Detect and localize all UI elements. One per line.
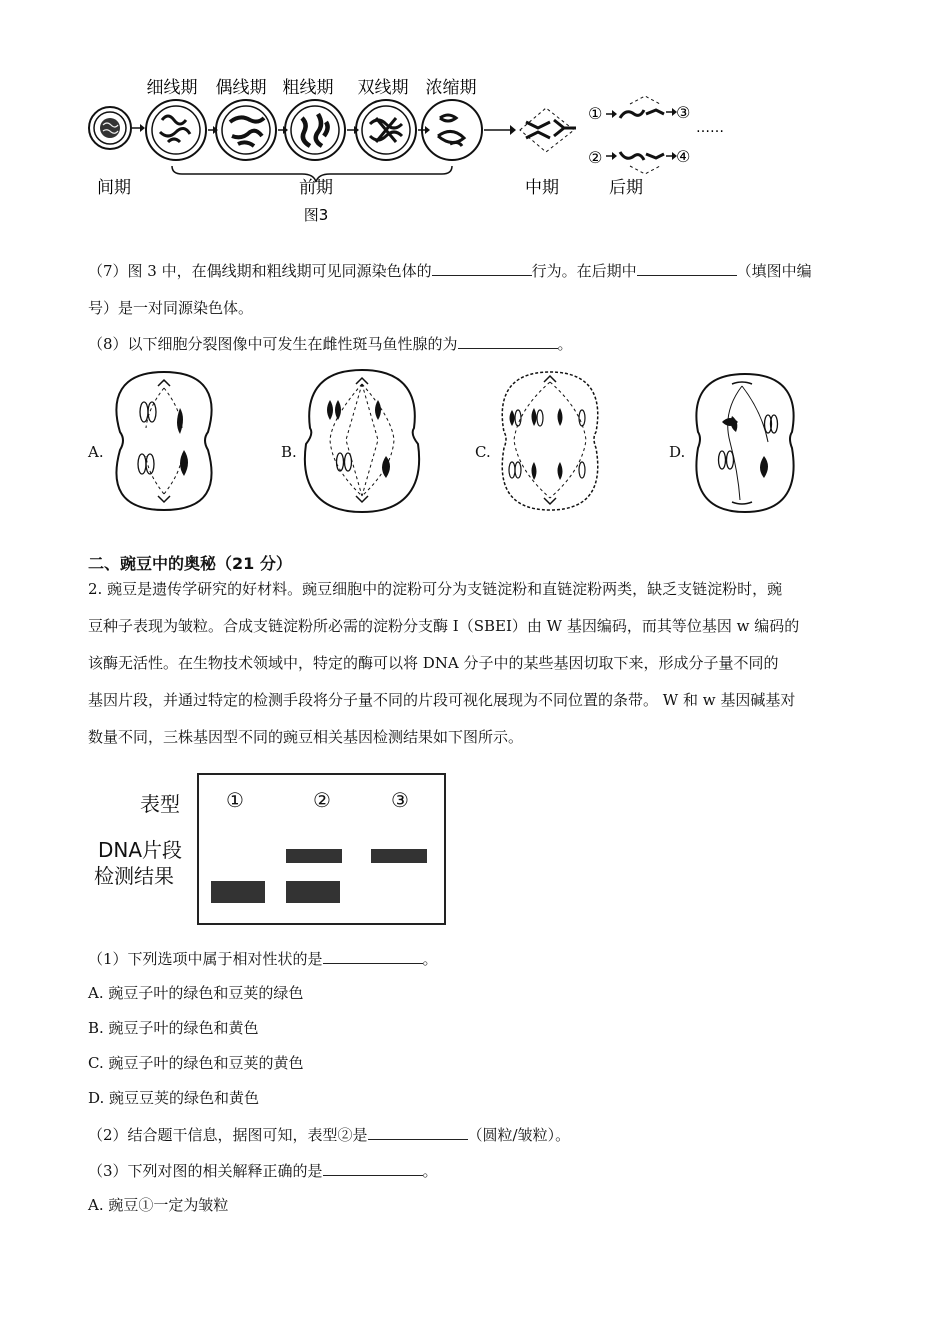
q7-blank-1[interactable] xyxy=(432,260,532,276)
question-3 xyxy=(88,1160,438,1181)
question-7-line2 xyxy=(88,298,253,318)
stage-label: 偶线期 xyxy=(215,78,267,98)
stage-label: 细线期 xyxy=(146,78,198,98)
q3-blank[interactable] xyxy=(323,1160,423,1176)
q7-text-4: 号）是一对同源染色体。 xyxy=(88,299,254,317)
gel-row-label-phenotype: 表型 xyxy=(140,792,180,816)
gel-band-lane1-lower xyxy=(211,881,265,903)
q2-blank[interactable] xyxy=(368,1124,468,1140)
q3-text: （3）下列对图的相关解释正确的是 xyxy=(88,1162,323,1180)
q8-blank[interactable] xyxy=(458,333,558,349)
continuation-dots: …… xyxy=(696,120,724,136)
q8-option-a-label: A. xyxy=(88,443,104,461)
para-line: 该酶无活性。在生物技术领域中，特定的酶可以将 DNA 分子中的某些基因切取下来，形成分子量不同的 xyxy=(88,654,779,672)
figure-caption: 图3 xyxy=(303,206,329,224)
number-3: ③ xyxy=(676,103,691,122)
pachytene-cell xyxy=(285,100,345,160)
diplotene-cell xyxy=(356,100,416,160)
number-1: ① xyxy=(588,104,603,123)
section-2-paragraph xyxy=(88,571,868,756)
para-line: 豆种子表现为皱粒。合成支链淀粉所必需的淀粉分支酶 I（SBEI）由 W 基因编码，而其等位基因 w 编码的 xyxy=(88,617,800,635)
q8-option-b-label: B. xyxy=(281,443,297,461)
question-8 xyxy=(88,333,573,354)
q7-text-3: （填图中编 xyxy=(736,262,812,280)
number-4: ④ xyxy=(676,147,691,166)
meiosis-diagram xyxy=(80,70,760,230)
gel-band-lane2-lower xyxy=(286,881,340,903)
q1-option-a[interactable]: A. 豌豆子叶的绿色和豆荚的绿色 xyxy=(88,984,304,1002)
q2-text: （2）结合题干信息，据图可知，表型②是 xyxy=(88,1126,368,1144)
anaphase-label: 后期 xyxy=(609,178,643,198)
q8-end: 。 xyxy=(557,335,573,353)
cell-c-image xyxy=(498,370,602,512)
cell-a-image xyxy=(108,368,220,514)
figure-3 xyxy=(80,70,760,230)
zygotene-cell xyxy=(216,100,276,160)
leptotene-cell xyxy=(146,100,206,160)
gel-band-lane3-upper xyxy=(371,849,427,863)
q7-text-1: （7）图 3 中，在偶线期和粗线期可见同源染色体的 xyxy=(88,262,432,280)
q1-option-b[interactable]: B. 豌豆子叶的绿色和黄色 xyxy=(88,1019,259,1037)
question-2 xyxy=(88,1124,570,1145)
prophase-label: 前期 xyxy=(299,178,333,198)
interphase-label: 间期 xyxy=(97,178,131,198)
para-line: 2. 豌豆是遗传学研究的好材料。豌豆细胞中的淀粉可分为支链淀粉和直链淀粉两类，缺乏支链淀粉时，豌 xyxy=(88,580,783,598)
lane-3-label: ③ xyxy=(391,788,409,812)
q3-end: 。 xyxy=(422,1162,438,1180)
question-1 xyxy=(88,948,438,969)
q8-option-d-label: D. xyxy=(669,443,686,461)
lane-1-label: ① xyxy=(226,788,244,812)
gel-row-label-dna: DNA片段 xyxy=(98,838,183,862)
metaphase-figure xyxy=(520,108,576,152)
q3-option-a[interactable]: A. 豌豆①一定为皱粒 xyxy=(88,1196,229,1214)
q1-text: （1）下列选项中属于相对性状的是 xyxy=(88,950,323,968)
stage-label: 浓缩期 xyxy=(425,78,477,98)
diakinesis-cell xyxy=(422,100,482,160)
cell-b-image xyxy=(302,368,422,514)
q1-blank[interactable] xyxy=(323,948,423,964)
q1-option-d[interactable]: D. 豌豆豆荚的绿色和黄色 xyxy=(88,1089,260,1107)
section-2-title: 二、豌豆中的奥秘（21 分） xyxy=(88,554,292,573)
gel-box xyxy=(197,773,446,925)
cell-d-image xyxy=(692,372,798,514)
q2-end: （圆粒/皱粒）。 xyxy=(467,1126,571,1144)
anaphase-figure xyxy=(588,96,724,174)
lane-2-label: ② xyxy=(313,788,331,812)
number-2: ② xyxy=(588,148,603,167)
para-line: 基因片段，并通过特定的检测手段将分子量不同的片段可视化展现为不同位置的条带。 W 和 w 基因碱基对 xyxy=(88,691,796,709)
gel-row-label-result: 检测结果 xyxy=(94,864,174,888)
para-line: 数量不同，三株基因型不同的豌豆相关基因检测结果如下图所示。 xyxy=(88,728,524,746)
q1-end: 。 xyxy=(422,950,438,968)
interphase-cell xyxy=(89,107,131,149)
q7-blank-2[interactable] xyxy=(637,260,737,276)
q1-option-c[interactable]: C. 豌豆子叶的绿色和豆荚的黄色 xyxy=(88,1054,304,1072)
stage-label: 粗线期 xyxy=(282,78,334,98)
q8-text: （8）以下细胞分裂图像中可发生在雌性斑马鱼性腺的为 xyxy=(88,335,458,353)
q7-text-2: 行为。在后期中 xyxy=(531,262,637,280)
stage-label: 双线期 xyxy=(357,78,409,98)
q8-option-c-label: C. xyxy=(475,443,491,461)
metaphase-label: 中期 xyxy=(525,178,559,198)
gel-band-lane2-upper xyxy=(286,849,342,863)
question-7 xyxy=(88,260,812,281)
